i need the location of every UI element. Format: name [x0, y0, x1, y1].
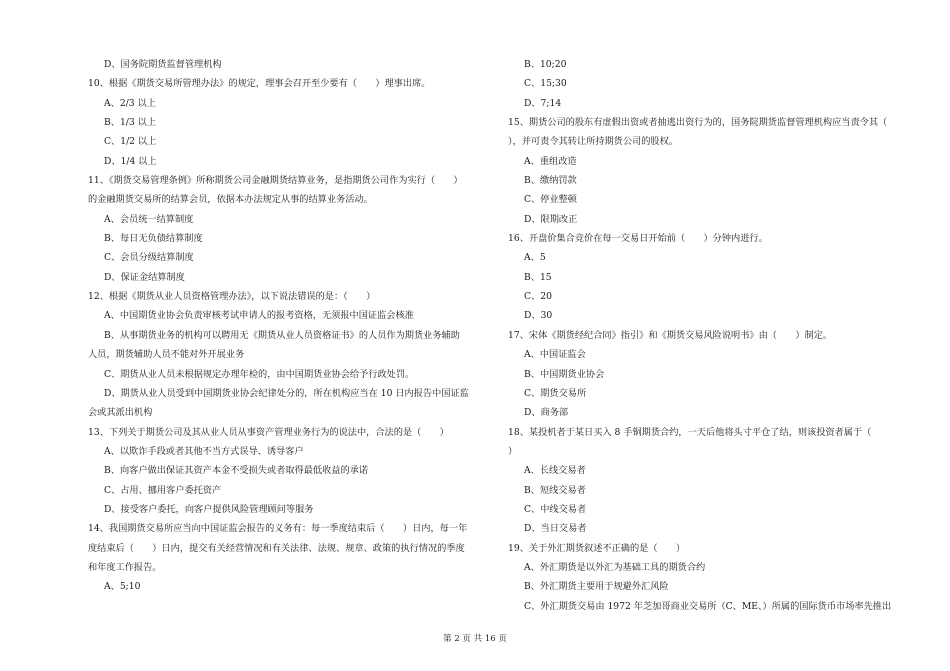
text-line: 13、下列关于期货公司及其从业人员从事资产管理业务行为的说法中，合法的是（ ） — [88, 426, 449, 438]
text-line: B、向客户做出保证其资产本金不受损失或者取得最低收益的承诺 — [104, 465, 369, 477]
text-line: 度结束后（ ）日内，提交有关经营情况和有关法律、法规、规章、政策的执行情况的季度 — [88, 542, 465, 554]
left-column — [88, 55, 490, 597]
text-line: 19、关于外汇期货叙述不正确的是（ ） — [508, 542, 686, 554]
text-line: B、每日无负债结算制度 — [104, 233, 203, 245]
text-line: D、7;14 — [524, 97, 562, 109]
text-line: D、1/4 以上 — [104, 155, 157, 167]
text-line: A、会员统一结算制度 — [104, 213, 194, 225]
text-line: D、商务部 — [524, 407, 569, 419]
text-line: A、重组改造 — [524, 155, 577, 167]
text-line: B、短线交易者 — [524, 484, 586, 496]
text-line: B、缴纳罚款 — [524, 175, 577, 187]
text-line: A、5 — [524, 252, 546, 264]
text-line: B、中国期货业协会 — [524, 368, 605, 380]
text-line: 15、期货公司的股东有虚假出资或者抽逃出资行为的，国务院期货监督管理机构应当责令其（ — [508, 117, 888, 129]
text-line: D、国务院期货监督管理机构 — [104, 59, 222, 70]
text-line: 17、宋体《期货经纪合同》指引》和《期货交易风险说明书》由（ ）制定。 — [508, 329, 833, 341]
text-line: B、从事期货业务的机构可以聘用无《期货从业人员资格证书》的人员作为期货业务辅助 — [104, 329, 460, 341]
text-line: B、10;20 — [524, 59, 567, 70]
text-line: 和年度工作报告。 — [88, 561, 162, 573]
text-line: D、当日交易者 — [524, 523, 587, 535]
text-line: C、会员分级结算制度 — [104, 252, 194, 264]
text-line: C、期货交易所 — [524, 387, 587, 399]
text-line: 12、根据《期货从业人员资格管理办法》，以下说法错误的是：（ ） — [88, 291, 376, 303]
text-line: 会或其派出机构 — [88, 407, 153, 419]
text-line: A、中国期货业协会负责审核考试申请人的报考资格，无须报中国证监会核准 — [104, 310, 414, 322]
text-line: C、期货从业人员未根据规定办理年检的，由中国期货业协会给予行政处罚。 — [104, 368, 415, 380]
text-line: A、2/3 以上 — [104, 97, 156, 109]
page-footer: 第 2 页 共 16 页 — [443, 634, 507, 644]
text-line: D、保证金结算制度 — [104, 271, 185, 283]
text-line: B、15 — [524, 271, 552, 283]
text-line: A、长线交易者 — [524, 465, 586, 477]
text-line: 的金融期货交易所的结算会员，依据本办法规定从事的结算业务活动。 — [88, 194, 373, 206]
text-line: C、停业整顿 — [524, 194, 577, 206]
text-line: B、外汇期货主要用于规避外汇风险 — [524, 581, 669, 593]
text-line: 10、根据《期货交易所管理办法》的规定，理事会召开至少要有（ ）理事出席。 — [88, 78, 431, 90]
text-line: 人员，期货辅助人员不能对外开展业务 — [88, 349, 245, 361]
text-line: A、5;10 — [104, 581, 141, 593]
text-line: D、30 — [524, 310, 553, 322]
text-line: A、外汇期货是以外汇为基础工具的期货合约 — [524, 561, 706, 573]
text-line: A、中国证监会 — [524, 349, 586, 361]
right-column — [508, 55, 903, 616]
text-line: D、接受客户委托，向客户提供风险管理顾问等服务 — [104, 503, 314, 515]
text-line: ） — [508, 445, 518, 457]
text-line: 11、《期货交易管理条例》所称期货公司金融期货结算业务，是指期货公司作为实行（ ） — [88, 175, 463, 187]
text-line: C、外汇期货交易由 1972 年芝加哥商业交易所（C、ME、）所属的国际货币市场率先推出 — [524, 600, 892, 612]
text-line: 16、开盘价集合竞价在每一交易日开始前（ ）分钟内进行。 — [508, 233, 768, 245]
text-line: 18、某投机者于某日买入 8 手铜期货合约，一天后他将头寸平仓了结，则该投资者属于（ — [508, 426, 872, 438]
text-line: A、以欺诈手段或者其他不当方式误导、诱导客户 — [104, 445, 304, 457]
text-line: C、20 — [524, 291, 552, 303]
text-line: B、1/3 以上 — [104, 117, 157, 129]
text-line: C、中线交易者 — [524, 503, 587, 515]
text-line: D、限期改正 — [524, 213, 578, 225]
text-line: 14、我国期货交易所应当向中国证监会报告的义务有：每一季度结束后（ ）日内，每一年 — [88, 523, 468, 535]
text-line: D、期货从业人员受到中国期货业协会纪律处分的，所在机构应当在 10 日内报告中国证监 — [104, 387, 469, 399]
text-line: C、占用、挪用客户委托资产 — [104, 484, 222, 496]
text-line: C、1/2 以上 — [104, 136, 157, 148]
text-line: ），并可责令其转让所持期货公司的股权。 — [508, 136, 678, 148]
text-line: C、15;30 — [524, 78, 567, 90]
